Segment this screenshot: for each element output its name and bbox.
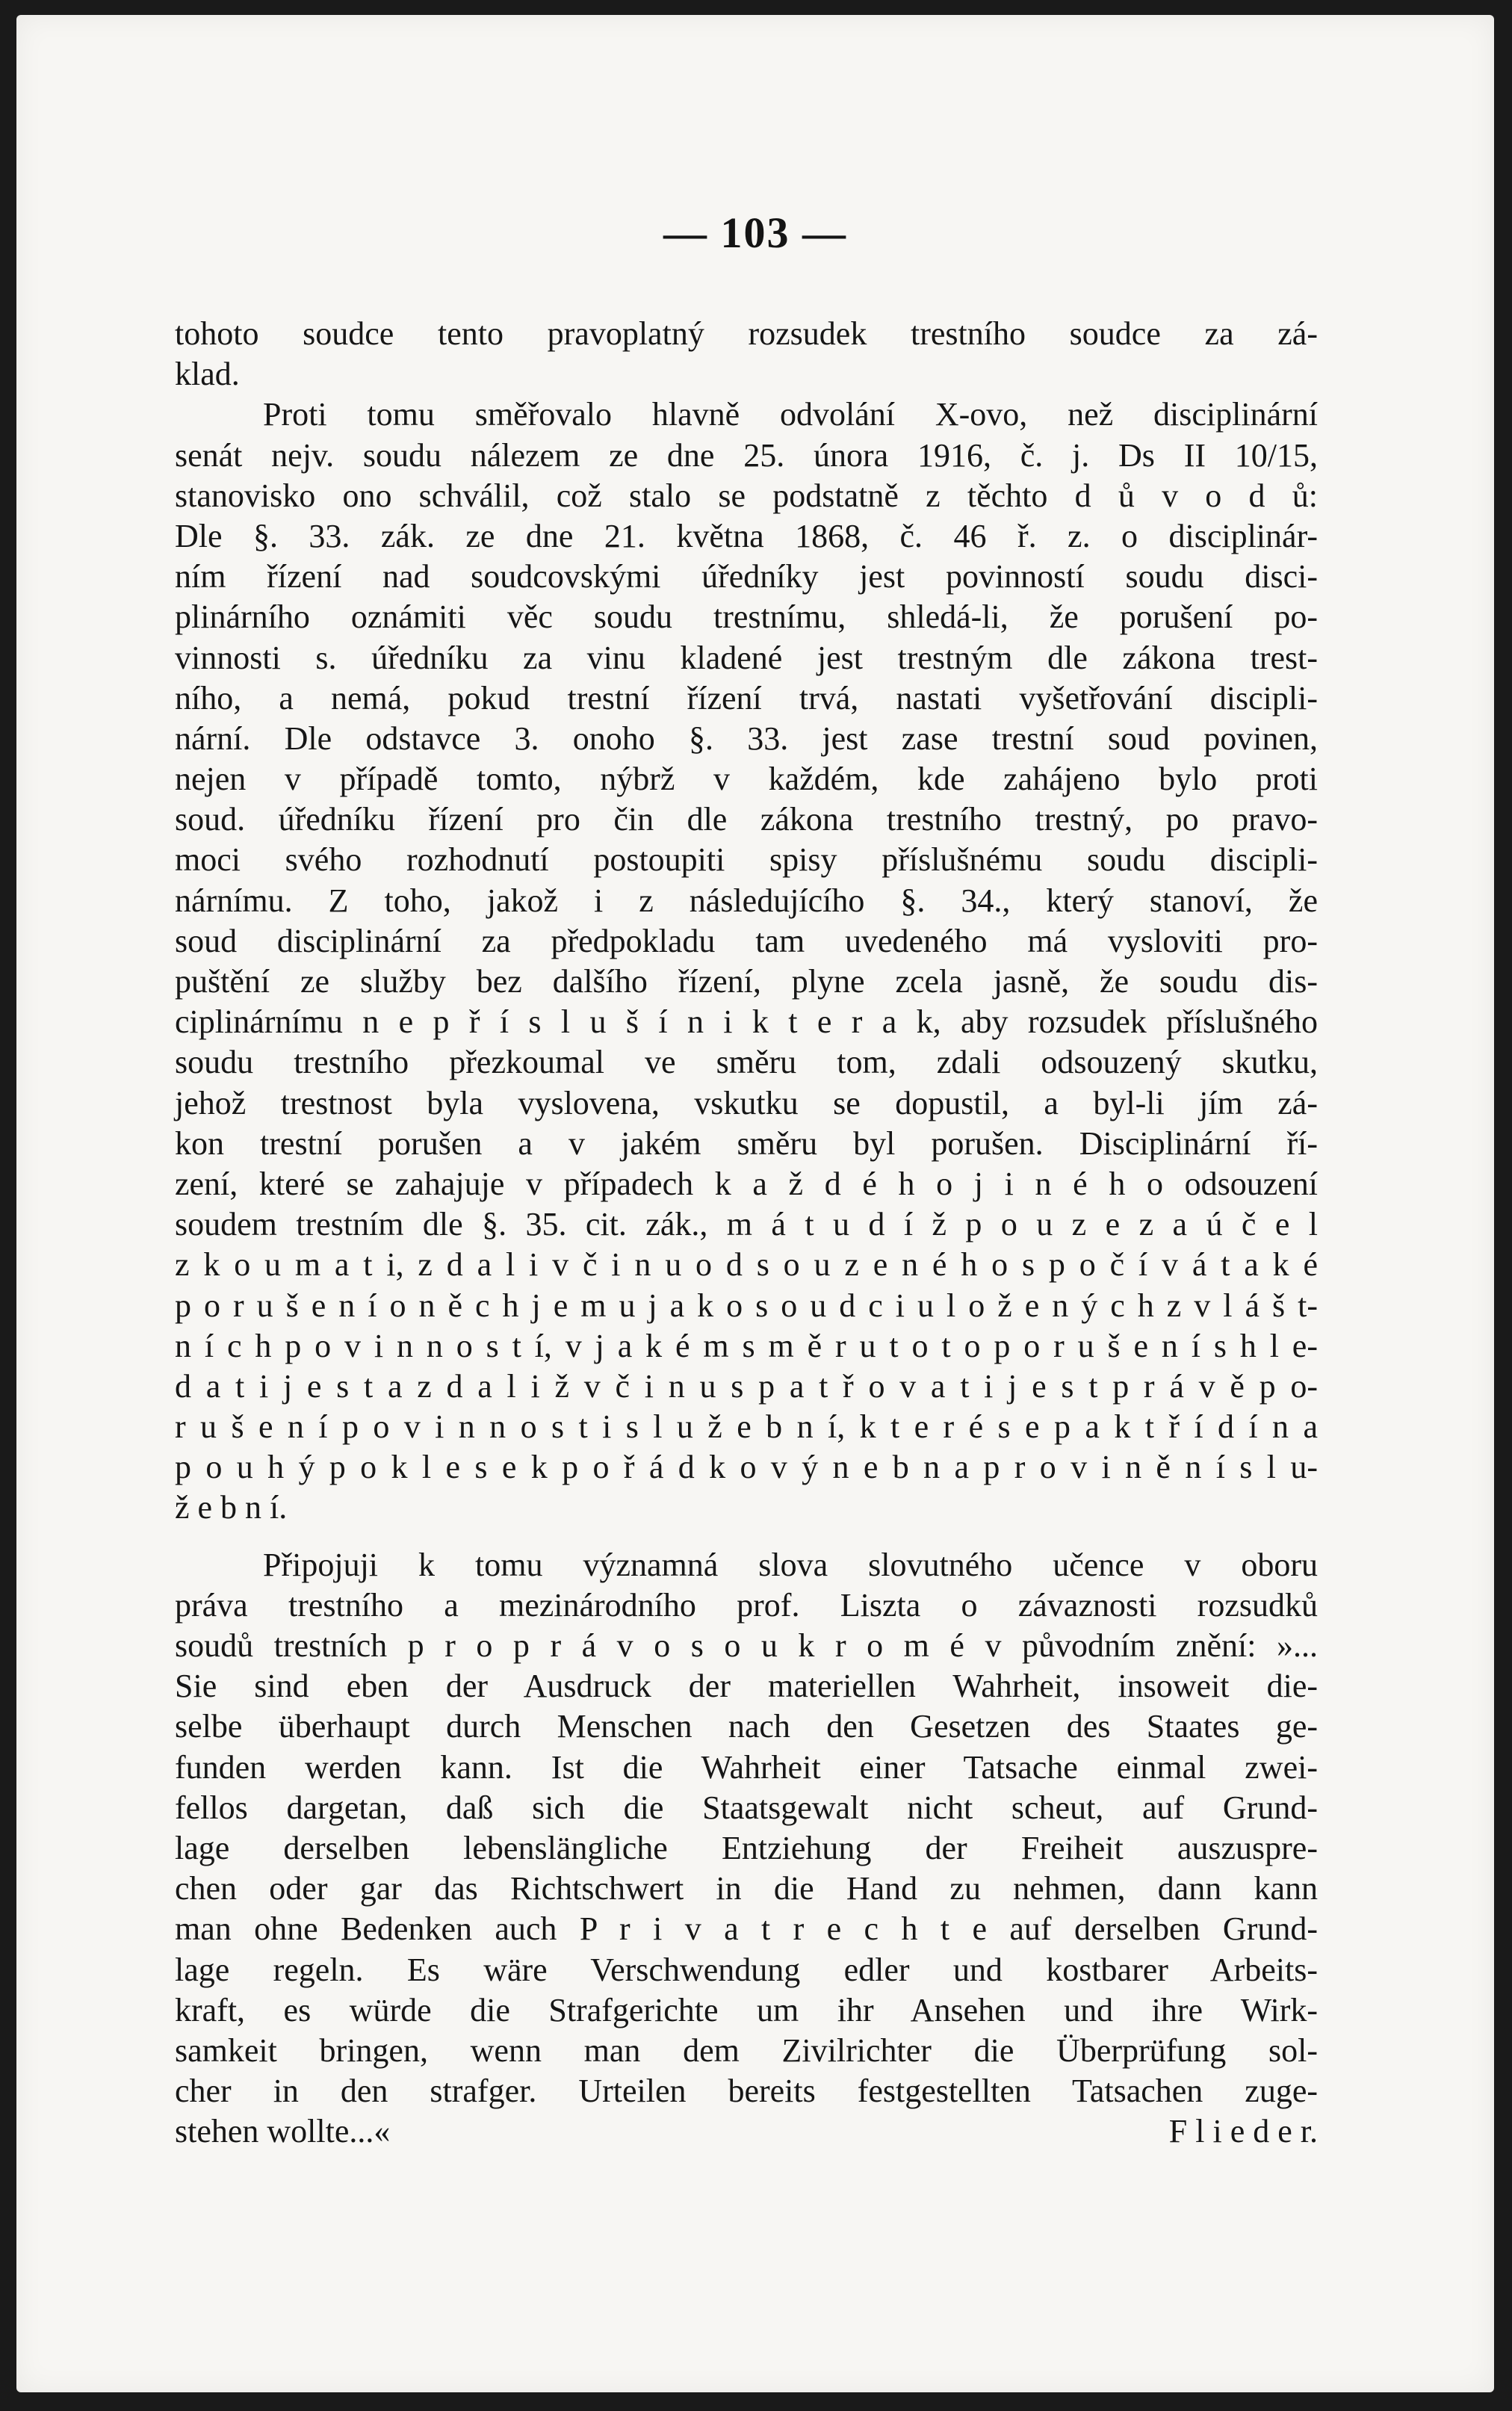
text-line: funden werden kann. Ist die Wahrheit einer Tatsache einmal zwei-: [175, 1748, 1318, 1786]
text-line: Proti tomu směřovalo hlavně odvolání X-ovo, než disciplinární: [263, 396, 1318, 433]
text-line: nejen v případě tomto, nýbrž v každém, kde zahájeno bylo proti: [175, 761, 1318, 798]
text-line: r u š e n í p o v i n n o s t i s l u ž e b n í, k t e r é s e p a k t ř í d í n a: [175, 1408, 1318, 1446]
text-line: moci svého rozhodnutí postoupiti spisy příslušnému soudu discipli-: [175, 841, 1318, 879]
text-line: ního, a nemá, pokud trestní řízení trvá, nastati vyšetřování discipli-: [175, 679, 1318, 717]
text-line: kraft, es würde die Strafgerichte um ihr Ansehen und ihre Wirk-: [175, 1991, 1318, 2028]
text-line: lage derselben lebenslängliche Entziehung der Freiheit auszuspre-: [175, 1829, 1318, 1866]
text-line: ž e b n í.: [175, 1489, 288, 1526]
text-line: cher in den strafger. Urteilen bereits festgestellten Tatsachen zuge-: [175, 2073, 1318, 2110]
page-number: — 103 —: [663, 208, 847, 257]
text-line: n í c h p o v i n n o s t í, v j a k é m s m ě r u t o t o p o r u š e n í s h l e-: [175, 1327, 1318, 1364]
text-line: samkeit bringen, wenn man dem Zivilrichter die Überprüfung sol-: [175, 2031, 1318, 2069]
text-line: plinárního oznámiti věc soudu trestnímu, shledá-li, že porušení po-: [175, 598, 1318, 636]
text-line: p o r u š e n í o n ě c h j e m u j a k o s o u d c i u l o ž e n ý c h z v l á š t-: [175, 1287, 1318, 1324]
text-line: d a t i j e s t a z d a l i ž v č i n u s p a t ř o v a t i j e s t p r á v ě p o-: [175, 1367, 1318, 1405]
text-line: man ohne Bedenken auch P r i v a t r e c h t e auf derselben Grund-: [175, 1910, 1318, 1948]
text-line: Připojuji k tomu významná slova slovutného učence v oboru: [263, 1546, 1318, 1583]
text-line: klad.: [175, 356, 240, 393]
body-text: [175, 314, 1318, 2152]
closing-line: [175, 2111, 1318, 2152]
text-line: práva trestního a mezinárodního prof. Liszta o závaznosti rozsudků: [175, 1586, 1318, 1624]
text-line: Dle §. 33. zák. ze dne 21. května 1868, č. 46 ř. z. o disciplinár-: [175, 517, 1318, 554]
text-line: ciplinárnímu n e p ř í s l u š í n i k t e r a k, aby rozsudek příslušného: [175, 1003, 1318, 1041]
text-line: soud. úředníku řízení pro čin dle zákona trestního trestný, po pravo-: [175, 801, 1318, 838]
text-line: stanovisko ono schválil, což stalo se podstatně z těchto d ů v o d ů:: [175, 477, 1318, 514]
text-line: p o u h ý p o k l e s e k p o ř á d k o v ý n e b n a p r o v i n ě n í s l u-: [175, 1449, 1318, 1486]
book-page: [16, 15, 1494, 2392]
text-line: zení, které se zahajuje v případech k a ž d é h o j i n é h o odsouzení: [175, 1165, 1318, 1202]
text-line: z k o u m a t i, z d a l i v č i n u o d s o u z e n é h o s p o č í v á t a k é: [175, 1246, 1318, 1284]
text-line: fellos dargetan, daß sich die Staatsgewalt nicht scheut, auf Grund-: [175, 1789, 1318, 1826]
text-line: tohoto soudce tento pravoplatný rozsudek trestního soudce za zá-: [175, 315, 1318, 352]
text-line: selbe überhaupt durch Menschen nach den Gesetzen des Staates ge-: [175, 1708, 1318, 1745]
text-line: lage regeln. Es wäre Verschwendung edler und kostbarer Arbeits-: [175, 1951, 1318, 1988]
closing-quote-text: stehen wollte...«: [175, 2113, 391, 2150]
text-line: chen oder gar das Richtschwert in die Hand zu nehmen, dann kann: [175, 1870, 1318, 1907]
text-line: nární. Dle odstavce 3. onoho §. 33. jest zase trestní soud povinen,: [175, 719, 1318, 757]
text-line: soudem trestním dle §. 35. cit. zák., m á t u d í ž p o u z e z a ú č e l: [175, 1206, 1318, 1243]
text-line: ním řízení nad soudcovskými úředníky jest povinností soudu disci-: [175, 558, 1318, 595]
text-line: jehož trestnost byla vyslovena, vskutku se dopustil, a byl-li jím zá-: [175, 1084, 1318, 1121]
author-signature: F l i e d e r.: [1168, 2113, 1318, 2150]
text-line: puštění ze služby bez dalšího řízení, plyne zcela jasně, že soudu dis-: [175, 963, 1318, 1000]
text-line: kon trestní porušen a v jakém směru byl porušen. Disciplinární ří-: [175, 1124, 1318, 1162]
text-line: nárnímu. Z toho, jakož i z následujícího §. 34., který stanoví, že: [175, 882, 1318, 919]
text-line: Sie sind eben der Ausdruck der materiellen Wahrheit, insoweit die-: [175, 1668, 1318, 1705]
text-line: soudů trestních p r o p r á v o s o u k r o m é v původním znění: »...: [175, 1627, 1318, 1664]
text-line: senát nejv. soudu nálezem ze dne 25. února 1916, č. j. Ds II 10/15,: [175, 436, 1318, 474]
text-line: vinnosti s. úředníku za vinu kladené jest trestným dle zákona trest-: [175, 639, 1318, 676]
text-line: soud disciplinární za předpokladu tam uvedeného má vysloviti pro-: [175, 922, 1318, 959]
text-line: soudu trestního přezkoumal ve směru tom, zdali odsouzený skutku,: [175, 1044, 1318, 1081]
